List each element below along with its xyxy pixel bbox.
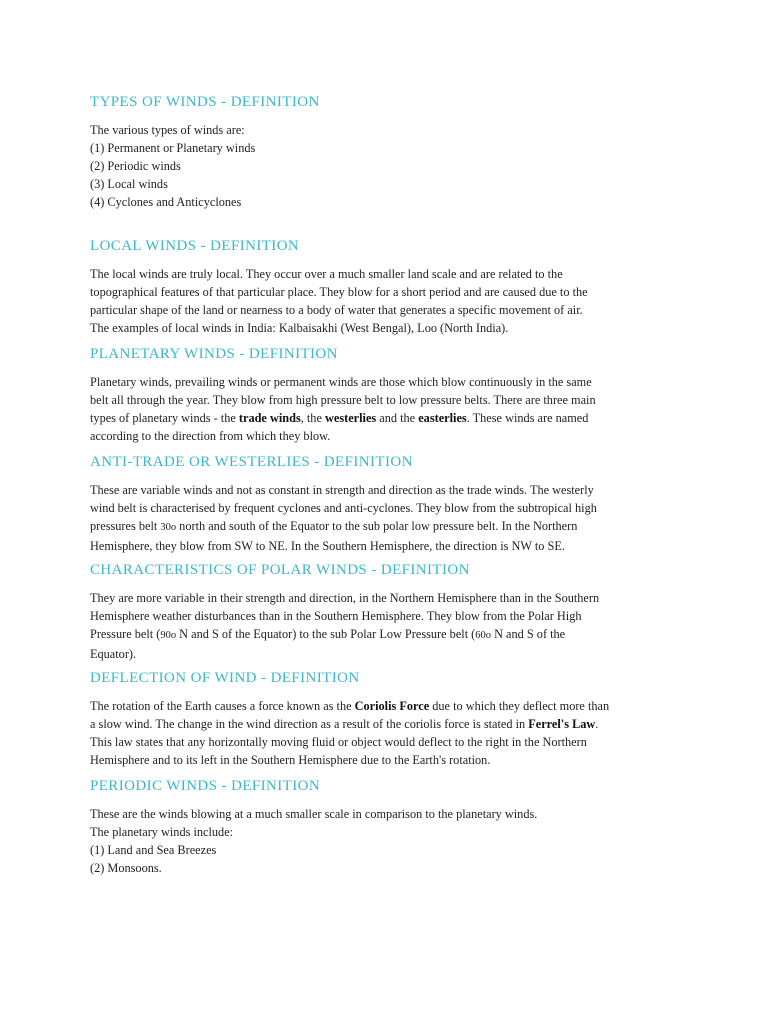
text-line: Hemisphere, they blow from SW to NE. In the Southern Hemisphere, the direction is NW to SE. <box>90 539 565 553</box>
section-deflection-of-wind <box>90 669 670 769</box>
text-line: according to the direction from which they blow. <box>90 429 331 443</box>
section-polar-winds <box>90 561 670 663</box>
text-line: The various types of winds are: <box>90 123 245 137</box>
degree-value: 90o <box>160 630 177 641</box>
text-span: . <box>595 717 599 731</box>
text-line <box>90 697 670 715</box>
heading-periodic-winds: PERIODIC WINDS - DEFINITION <box>90 778 321 794</box>
heading-deflection-of-wind: DEFLECTION OF WIND - DEFINITION <box>90 670 360 686</box>
text-span: pressures belt <box>90 519 161 533</box>
section-body <box>90 121 670 211</box>
heading-local-winds: LOCAL WINDS - DEFINITION <box>90 238 300 254</box>
text-line: Planetary winds, prevailing winds or permanent winds are those which blow continuously in the same <box>90 375 592 389</box>
term-westerlies: westerlies <box>324 411 377 425</box>
text-line: topographical features of that particular place. They blow for a short period and are caused due to the <box>90 285 588 299</box>
term-trade-winds: trade winds <box>238 411 301 425</box>
list-item: (2) Periodic winds <box>90 159 181 173</box>
degree-value: 30o <box>160 522 177 533</box>
text-span: . These winds are named <box>466 411 589 425</box>
text-line: The local winds are truly local. They occur over a much smaller land scale and are related to the <box>90 267 563 281</box>
text-line: belt all through the year. They blow from high pressure belt to low pressure belts. There are three main <box>90 393 596 407</box>
text-line: Hemisphere weather disturbances than in the Southern Hemisphere. They blow from the Polar High <box>90 609 582 623</box>
text-span: N and S of the Equator) to the sub Polar Low Pressure belt ( <box>176 627 476 641</box>
text-line: These are variable winds and not as constant in strength and direction as the trade winds. The westerly <box>90 483 594 497</box>
heading-polar-winds: CHARACTERISTICS OF POLAR WINDS - DEFINITION <box>90 562 470 578</box>
term-easterlies: easterlies <box>418 411 467 425</box>
list-item: (2) Monsoons. <box>90 861 162 875</box>
heading-types-of-winds: TYPES OF WINDS - DEFINITION <box>90 94 320 110</box>
section-anti-trade-westerlies <box>90 453 670 555</box>
section-body <box>90 697 670 769</box>
heading-anti-trade-westerlies: ANTI-TRADE OR WESTERLIES - DEFINITION <box>90 454 413 470</box>
text-line: The examples of local winds in India: Kalbaisakhi (West Bengal), Loo (North India). <box>90 321 509 335</box>
text-line: wind belt is characterised by frequent cyclones and anti-cyclones. They blow from the subtropical high <box>90 501 597 515</box>
section-planetary-winds <box>90 345 670 445</box>
text-span: and the <box>376 411 419 425</box>
text-line: particular shape of the land or nearness to a body of water that generates a specific movement of air. <box>90 303 583 317</box>
text-line <box>90 625 670 645</box>
section-types-of-winds <box>90 93 670 211</box>
list-item: (4) Cyclones and Anticyclones <box>90 195 242 209</box>
section-body <box>90 805 670 877</box>
list-item: (3) Local winds <box>90 177 168 191</box>
list-item: (1) Permanent or Planetary winds <box>90 141 256 155</box>
section-body <box>90 589 670 663</box>
text-line <box>90 517 670 537</box>
text-span: north and south of the Equator to the sub polar low pressure belt. In the Northern <box>176 519 578 533</box>
section-periodic-winds <box>90 777 670 877</box>
text-span: types of planetary winds - the <box>90 411 239 425</box>
text-line: These are the winds blowing at a much smaller scale in comparison to the planetary winds. <box>90 807 538 821</box>
list-item: (1) Land and Sea Breezes <box>90 843 217 857</box>
text-span: due to which they deflect more than <box>429 699 610 713</box>
text-line: The planetary winds include: <box>90 825 234 839</box>
text-line: Hemisphere and to its left in the Southern Hemisphere due to the Earth's rotation. <box>90 753 491 767</box>
term-ferrels-law: Ferrel's Law <box>528 717 596 731</box>
text-line: Equator). <box>90 647 137 661</box>
text-span: a slow wind. The change in the wind direction as a result of the coriolis force is stated in <box>90 717 529 731</box>
text-span: N and S of the <box>491 627 566 641</box>
text-line: They are more variable in their strength and direction, in the Northern Hemisphere than in the Southern <box>90 591 600 605</box>
text-line <box>90 715 670 733</box>
section-body <box>90 265 670 337</box>
text-span: , the <box>300 411 325 425</box>
degree-value: 60o <box>475 630 492 641</box>
text-span: The rotation of the Earth causes a force known as the <box>90 699 355 713</box>
heading-planetary-winds: PLANETARY WINDS - DEFINITION <box>90 346 338 362</box>
text-line <box>90 409 670 427</box>
term-coriolis-force: Coriolis Force <box>354 699 430 713</box>
section-body <box>90 373 670 445</box>
section-local-winds <box>90 237 670 337</box>
text-line: This law states that any horizontally moving fluid or object would deflect to the right in the Northern <box>90 735 587 749</box>
section-body <box>90 481 670 555</box>
text-span: Pressure belt ( <box>90 627 161 641</box>
